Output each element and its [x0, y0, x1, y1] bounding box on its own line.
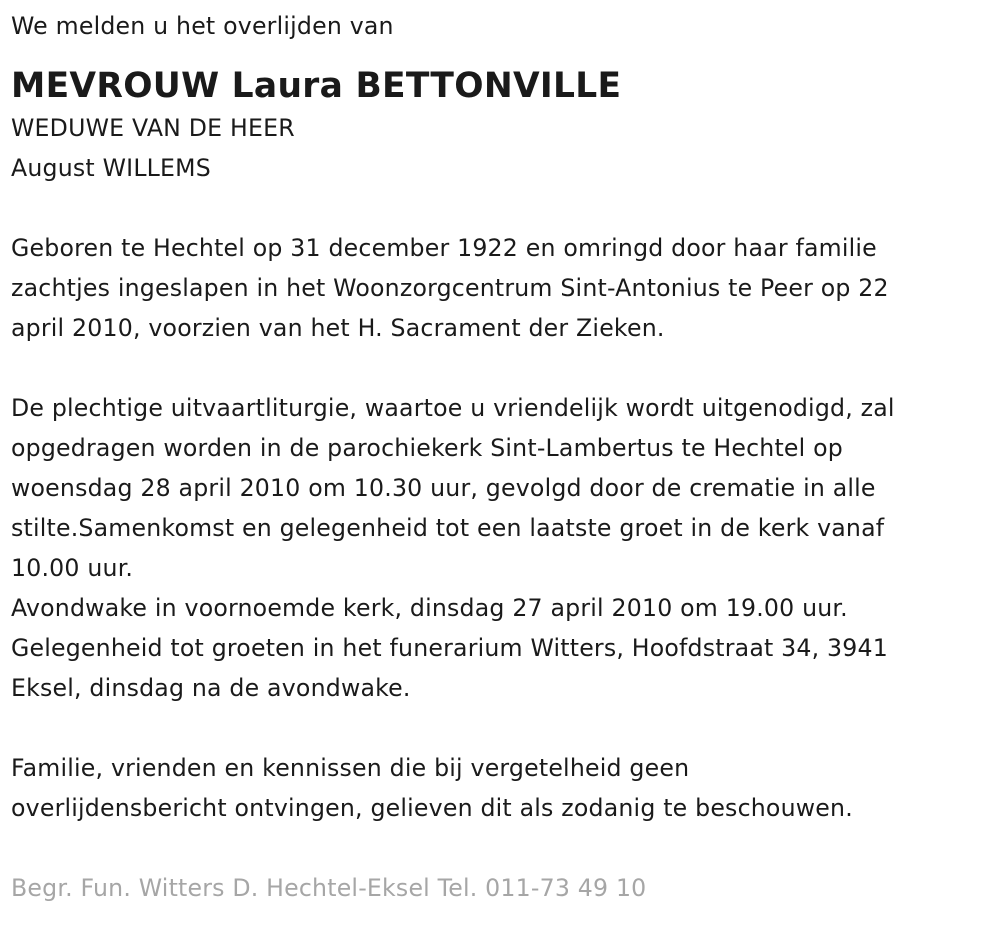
ceremony-paragraph: [11, 388, 1000, 708]
paragraph-line: zachtjes ingeslapen in het Woonzorgcentrum Sint-Antonius te Peer op 22: [11, 274, 889, 302]
paragraph-line: 10.00 uur.: [11, 554, 134, 582]
spacer: [11, 348, 1000, 388]
funeral-home-footer: Begr. Fun. Witters D. Hechtel-Eksel Tel. 011-73 49 10: [11, 874, 647, 902]
paragraph-line: opgedragen worden in de parochiekerk Sint-Lambertus te Hechtel op: [11, 434, 843, 462]
paragraph-line: april 2010, voorzien van het H. Sacrament der Zieken.: [11, 314, 665, 342]
paragraph-line: Gelegenheid tot groeten in het funerarium Witters, Hoofdstraat 34, 3941: [11, 634, 888, 662]
deceased-name: MEVROUW Laura BETTONVILLE: [11, 66, 622, 106]
intro-text: We melden u het overlijden van: [11, 12, 394, 40]
paragraph-line: overlijdensbericht ontvingen, gelieven dit als zodanig te beschouwen.: [11, 794, 853, 822]
relation-line-2: August WILLEMS: [11, 154, 211, 182]
spacer: [11, 708, 1000, 748]
paragraph-line: De plechtige uitvaartliturgie, waartoe u vriendelijk wordt uitgenodigd, zal: [11, 394, 895, 422]
paragraph-line: Eksel, dinsdag na de avondwake.: [11, 674, 411, 702]
spacer: [11, 828, 1000, 868]
paragraph-line: woensdag 28 april 2010 om 10.30 uur, gevolgd door de crematie in alle: [11, 474, 876, 502]
birth-paragraph: [11, 228, 1000, 348]
paragraph-line: Avondwake in voornoemde kerk, dinsdag 27 april 2010 om 19.00 uur.: [11, 594, 848, 622]
spacer: [11, 188, 1000, 228]
paragraph-line: Familie, vrienden en kennissen die bij vergetelheid geen: [11, 754, 690, 782]
paragraph-line: Geboren te Hechtel op 31 december 1922 en omringd door haar familie: [11, 234, 877, 262]
relation-line-1: WEDUWE VAN DE HEER: [11, 114, 295, 142]
paragraph-line: stilte.Samenkomst en gelegenheid tot een laatste groet in de kerk vanaf: [11, 514, 885, 542]
closing-paragraph: [11, 748, 1000, 828]
